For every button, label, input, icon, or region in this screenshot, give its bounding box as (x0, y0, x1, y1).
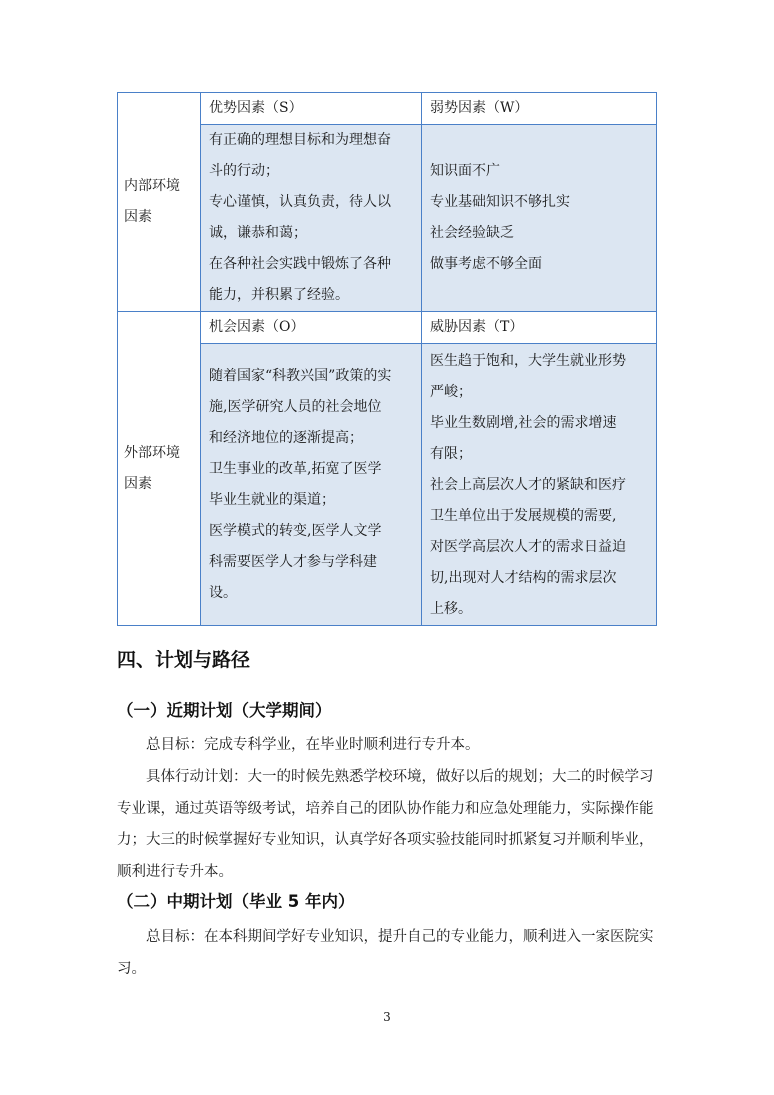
page-number: 3 (383, 1010, 391, 1024)
strength-line: 专心谨慎，认真负责，待人以 (209, 194, 391, 210)
external-factors-label (118, 312, 201, 626)
near-term-action-plan: 具体行动计划：大一的时候先熟悉学校环境，做好以后的规划；大二的时候学习专业课，通过英语等级考试，培养自己的团队协作能力和应急处理能力，实际操作能力；大三的时候掌握好专业知识，认真学好各项实验技能同时抓紧复习并顺利毕业，顺利进行专升本。 (117, 769, 654, 880)
threat-line: 社会上高层次人才的紧缺和医疗 (430, 477, 626, 493)
internal-label-line1: 内部环境 (124, 178, 180, 194)
strength-line: 在各种社会实践中锻炼了各种 (209, 256, 391, 272)
threats-cell (422, 344, 657, 626)
near-term-goal: 总目标：完成专科学业，在毕业时顺利进行专升本。 (146, 737, 480, 753)
weaknesses-header: 弱势因素（W） (422, 93, 657, 125)
strength-line: 有正确的理想目标和为理想奋 (209, 132, 391, 148)
weaknesses-cell (422, 125, 657, 312)
strengths-cell (201, 125, 422, 312)
weakness-line: 社会经验缺乏 (430, 225, 514, 241)
threat-line: 卫生单位出于发展规模的需要, (430, 508, 617, 524)
swot-table (117, 92, 657, 626)
threats-header: 威胁因素（T） (422, 312, 657, 344)
external-label-line2: 因素 (124, 475, 152, 492)
opportunity-line: 医学模式的转变,医学人文学 (209, 522, 382, 539)
subsection-heading-near-term: （一）近期计划（大学期间） (117, 701, 332, 720)
strength-line: 诚，谦恭和蔼； (209, 225, 307, 241)
external-label-line1: 外部环境 (124, 444, 180, 461)
strength-line: 能力，并积累了经验。 (209, 287, 349, 303)
opportunity-line: 随着国家“科教兴国”政策的实 (209, 367, 392, 384)
subsection-heading-mid-term: （二）中期计划（毕业 5 年内） (117, 892, 355, 911)
opportunity-line: 卫生事业的改革,拓宽了医学 (209, 460, 382, 477)
strengths-header: 优势因素（S） (201, 93, 422, 125)
weakness-line: 专业基础知识不够扎实 (430, 194, 570, 210)
threat-line: 有限； (430, 446, 472, 462)
threat-line: 严峻； (430, 384, 472, 400)
opportunity-line: 设。 (209, 584, 237, 601)
threat-line: 医生趋于饱和，大学生就业形势 (430, 353, 626, 369)
threat-line: 切,出现对人才结构的需求层次 (430, 570, 617, 586)
opportunity-line: 科需要医学人才参与学科建 (209, 553, 377, 570)
opportunity-line: 和经济地位的逐渐提高； (209, 429, 363, 446)
section-heading: 四、计划与路径 (117, 649, 251, 671)
opportunity-line: 毕业生就业的渠道； (209, 491, 335, 508)
internal-label-line2: 因素 (124, 209, 152, 225)
threat-line: 上移。 (430, 601, 472, 617)
opportunities-cell (201, 344, 422, 626)
opportunities-header: 机会因素（O） (201, 312, 422, 344)
threat-line: 毕业生数剧增,社会的需求增速 (430, 415, 617, 431)
mid-term-goal: 总目标：在本科期间学好专业知识，提升自己的专业能力，顺利进入一家医院实习。 (117, 929, 654, 977)
weakness-line: 做事考虑不够全面 (430, 256, 542, 272)
weakness-line: 知识面不广 (430, 163, 500, 179)
internal-factors-label (118, 93, 201, 312)
threat-line: 对医学高层次人才的需求日益迫 (430, 539, 626, 555)
strength-line: 斗的行动； (209, 163, 279, 179)
opportunity-line: 施,医学研究人员的社会地位 (209, 398, 382, 415)
